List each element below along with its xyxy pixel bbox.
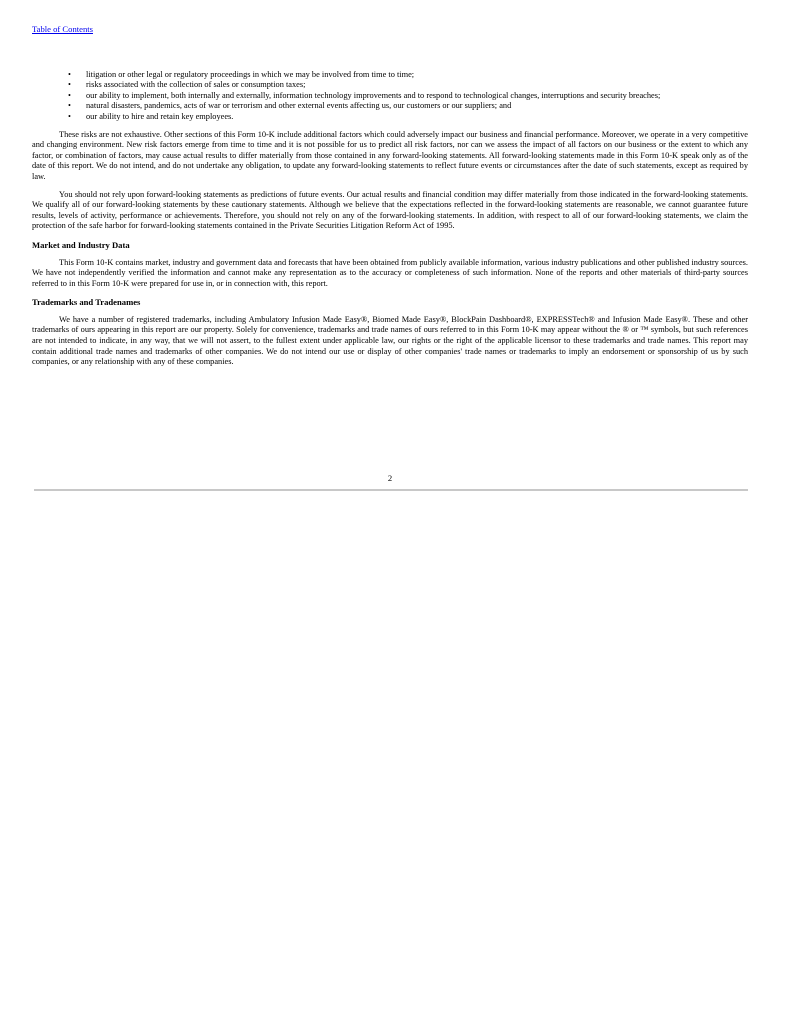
list-item-text: our ability to implement, both internally and externally, information technology improvements and to respond to technological changes, interruptions and security breaches; [86, 90, 661, 100]
market-industry-paragraph: This Form 10-K contains market, industry and government data and forecasts that have been obtained from publicly available information, various industry publications and other published industry sources. We have not independently verified the information and cannot make any representation as to the accuracy or completeness of such information. None of the reports and other materials of third-party sources referred to in this Form 10-K were prepared for use in, or in connection with, this report. [32, 257, 748, 288]
trademarks-paragraph: We have a number of registered trademarks, including Ambulatory Infusion Made Easy®, Biomed Made Easy®, BlockPain Dashboard®, EXPRESSTech® and Infusion Made Easy®. These and other trademarks of ours appearing in this report are our property. Solely for convenience, trademarks and trade names of ours referred to in this Form 10-K may appear without the ® or ™ symbols, but such references are not intended to indicate, in any way, that we will not assert, to the fullest extent under applicable law, our rights or the right of the applicable licensor to these trademarks and trade names. This report may contain additional trade names and trademarks of other companies. We do not intend our use or display of other companies' trade names or trademarks to imply an endorsement or sponsorship of us by such companies, or any relationship with any of these companies. [32, 314, 748, 367]
risks-not-exhaustive-paragraph: These risks are not exhaustive. Other sections of this Form 10-K include additional factors which could adversely impact our business and financial performance. Moreover, we operate in a very competitive and changing environment. New risk factors emerge from time to time and it is not possible for us to predict all risk factors, nor can we assess the impact of all factors on our business or the extent to which any factor, or combination of factors, may cause actual results to differ materially from those contained in any forward-looking statements. All forward-looking statements made in this Form 10-K speak only as of the date of this report. We do not intend, and do not undertake any obligation, to update any forward-looking statements to reflect future events or circumstances after the date of such statements, except as required by law. [32, 129, 748, 181]
table-of-contents-link[interactable]: Table of Contents [32, 24, 93, 34]
list-item [32, 80, 748, 91]
document-page [32, 24, 748, 368]
list-item [32, 112, 748, 123]
list-item [32, 91, 748, 102]
list-item-text: litigation or other legal or regulatory proceedings in which we may be involved from time to time; [86, 69, 415, 79]
list-item [32, 101, 748, 112]
bullet-icon: • [68, 69, 71, 79]
market-industry-heading: Market and Industry Data [32, 239, 130, 250]
trademarks-heading: Trademarks and Tradenames [32, 297, 141, 308]
page-number: 2 [387, 473, 393, 483]
page-divider [34, 489, 748, 491]
bullet-icon: • [68, 90, 71, 100]
bullet-icon: • [68, 80, 71, 90]
bullet-icon: • [68, 101, 71, 111]
risk-bullet-list [32, 70, 748, 123]
bullet-icon: • [68, 111, 71, 121]
list-item-text: risks associated with the collection of sales or consumption taxes; [86, 80, 306, 90]
list-item [32, 70, 748, 81]
list-item-text: natural disasters, pandemics, acts of war or terrorism and other external events affecting us, our customers or our suppliers; and [86, 101, 512, 111]
forward-looking-paragraph: You should not rely upon forward-looking statements as predictions of future events. Our actual results and financial condition may differ materially from those indicated in the forward-looking statements. We qualify all of our forward-looking statements by these cautionary statements. Although we believe that the expectations reflected in the forward-looking statements are reasonable, we cannot guarantee future results, levels of activity, performance or achievements. Therefore, you should not rely on any of the forward-looking statements. In addition, with respect to all of our forward-looking statements, we claim the protection of the safe harbor for forward-looking statements contained in the Private Securities Litigation Reform Act of 1995. [32, 189, 748, 231]
list-item-text: our ability to hire and retain key employees. [86, 111, 234, 121]
